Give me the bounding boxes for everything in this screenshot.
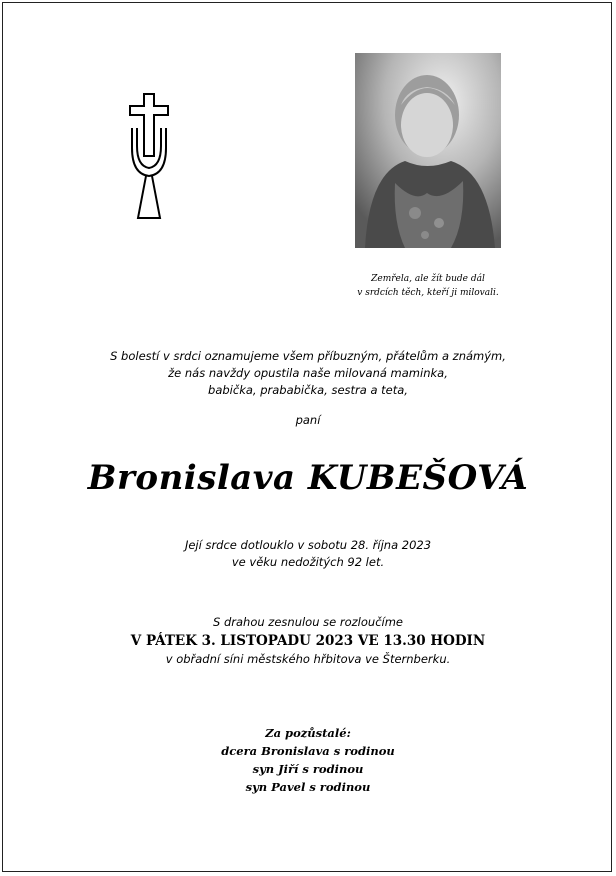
funeral-info (20, 614, 596, 668)
announcement-line: babička, prababička, sestra a teta, (208, 383, 408, 397)
quote-line: v srdcích těch, kteří ji milovali. (357, 288, 499, 298)
funeral-place: v obřadní síni městského hřbitova ve Šternberku. (165, 652, 451, 666)
portrait-photo (355, 53, 501, 248)
honorific-title: paní (295, 413, 321, 427)
announcement-line: S bolestí v srdci oznamujeme všem příbuzným, přátelům a známým, (110, 349, 506, 363)
death-info (40, 537, 576, 571)
announcement-line: že nás navždy opustila naše milovaná maminka, (168, 366, 448, 380)
announcement-text (40, 348, 576, 399)
mourners-heading: Za pozůstalé: (265, 726, 351, 740)
quote-line: Zemřela, ale žít bude dál (371, 274, 485, 284)
cross-chalice-icon (127, 92, 171, 224)
mourner-line: syn Jiří s rodinou (252, 762, 364, 776)
mourner-line: dcera Bronislava s rodinou (221, 744, 395, 758)
memorial-quote (330, 272, 526, 300)
funeral-intro: S drahou zesnulou se rozloučíme (213, 615, 403, 629)
mourner-line: syn Pavel s rodinou (245, 780, 371, 794)
funeral-datetime: V PÁTEK 3. LISTOPADU 2023 VE 13.30 HODIN (130, 633, 486, 649)
death-info-line: Její srdce dotlouklo v sobotu 28. října 2023 (184, 538, 432, 552)
death-info-line: ve věku nedožitých 92 let. (231, 555, 385, 569)
mourners-list (40, 724, 576, 796)
deceased-name: Bronislava KUBEŠOVÁ (87, 458, 529, 498)
